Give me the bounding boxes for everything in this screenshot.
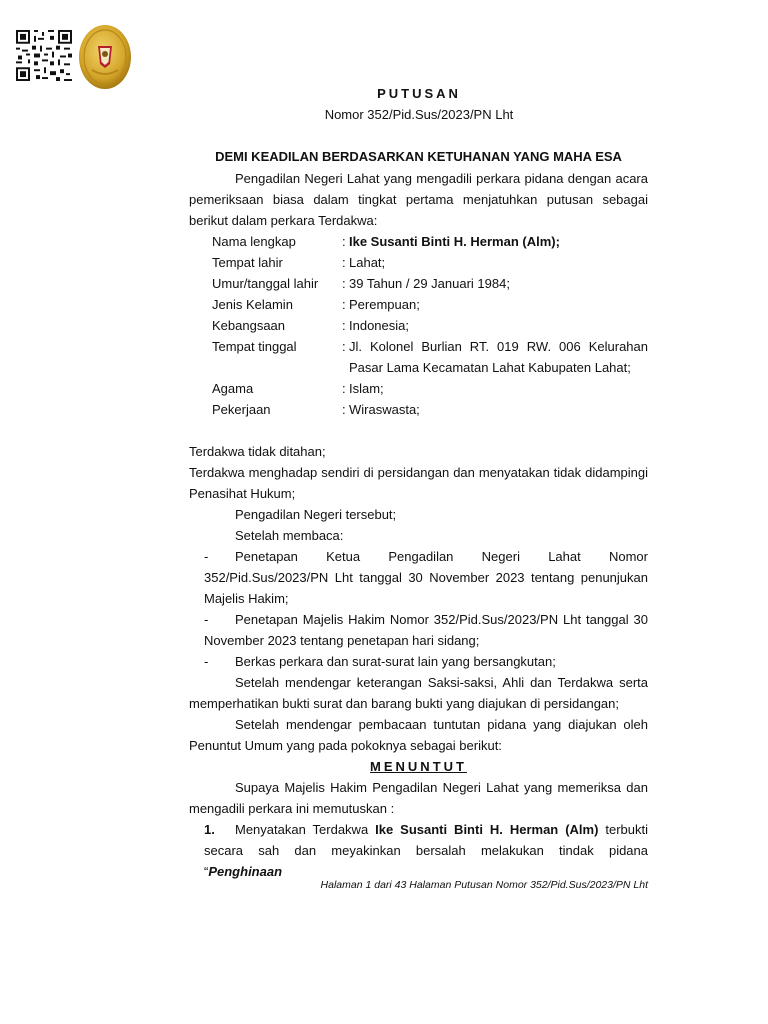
identity-label: Agama xyxy=(212,381,254,396)
identity-label: Nama lengkap xyxy=(212,234,296,249)
prosecution-paragraph: Setelah mendengar pembacaan tuntutan pidana yang diajukan oleh Penuntut Umum yang pada pokoknya sebagai berikut: xyxy=(189,717,648,753)
list-item-text: Penetapan Ketua Pengadilan Negeri Lahat Nomor xyxy=(235,549,648,564)
court-line: Pengadilan Negeri tersebut; xyxy=(235,507,397,522)
identity-value: Ike Susanti Binti H. Herman (Alm); xyxy=(349,234,560,249)
identity-row: Agama : Islam; xyxy=(189,378,648,399)
identity-label: Jenis Kelamin xyxy=(212,297,293,312)
identity-value: Lahat; xyxy=(349,255,386,270)
identity-value: 39 Tahun / 29 Januari 1984; xyxy=(349,276,510,291)
detention-status: Terdakwa tidak ditahan; xyxy=(189,444,326,459)
offense-name: Penghinaan xyxy=(208,864,283,879)
identity-value: Perempuan; xyxy=(349,297,420,312)
list-item: - Penetapan Majelis Hakim Nomor 352/Pid.Sus/2023/PN Lht tanggal 30 November 2023 tentang penetapan hari sidang; xyxy=(204,612,648,648)
irah-irah-heading: DEMI KEADILAN BERDASARKAN KETUHANAN YANG MAHA ESA xyxy=(215,149,622,164)
identity-value: Indonesia; xyxy=(349,318,409,333)
list-item-text: Berkas perkara dan surat-surat lain yang bersangkutan; xyxy=(235,654,556,669)
menuntut-heading: MENUNTUT xyxy=(370,759,467,774)
identity-row: Kebangsaan : Indonesia; xyxy=(189,315,648,336)
demand-item-1: 1. Menyatakan Terdakwa Ike Susanti Binti H. Herman (Alm) terbukti secara sah dan meyakinkan bersalah melakukan tindak pidana “Penghinaan xyxy=(204,822,648,879)
identity-row: Nama lengkap : Ike Susanti Binti H. Herman (Alm); xyxy=(189,231,648,252)
defendant-name: Ike Susanti Binti H. Herman (Alm) xyxy=(375,822,599,837)
identity-label: Kebangsaan xyxy=(212,318,286,333)
document-title: PUTUSAN xyxy=(377,86,461,101)
list-item: - Berkas perkara dan surat-surat lain yang bersangkutan; xyxy=(204,654,556,669)
page-footer: Halaman 1 dari 43 Halaman Putusan Nomor 352/Pid.Sus/2023/PN Lht xyxy=(320,879,648,891)
identity-label: Pekerjaan xyxy=(212,402,271,417)
list-item-text: Penetapan Majelis Hakim Nomor 352/Pid.Sus/2023/PN Lht tanggal 30 November 2023 tentang penetapan hari sidang; xyxy=(204,612,648,648)
qr-code-icon xyxy=(16,30,72,81)
identity-row: Umur/tanggal lahir : 39 Tahun / 29 Januari 1984; xyxy=(189,273,648,294)
supreme-court-seal-icon xyxy=(78,24,132,90)
identity-row: Jenis Kelamin : Perempuan; xyxy=(189,294,648,315)
identity-value: Jl. Kolonel Burlian RT. 019 RW. 006 Kelurahan Pasar Lama Kecamatan Lahat Kabupaten Lahat; xyxy=(349,339,648,375)
defendant-identity xyxy=(189,231,648,420)
witness-paragraph: Setelah mendengar keterangan Saksi-saksi, Ahli dan Terdakwa serta memperhatikan bukti surat dan barang bukti yang diajukan di persidangan; xyxy=(189,675,648,711)
identity-row: Tempat tinggal : Jl. Kolonel Burlian RT. 019 RW. 006 Kelurahan Pasar Lama Kecamatan Lahat Kabupaten Lahat; xyxy=(189,336,648,378)
identity-value: Wiraswasta; xyxy=(349,402,420,417)
list-item: - Penetapan Ketua Pengadilan Negeri Lahat Nomor xyxy=(189,546,648,567)
case-number: Nomor 352/Pid.Sus/2023/PN Lht xyxy=(324,107,514,122)
having-read-line: Setelah membaca: xyxy=(235,528,344,543)
identity-label: Umur/tanggal lahir xyxy=(212,276,319,291)
appearance-statement: Terdakwa menghadap sendiri di persidangan dan menyatakan tidak didampingi Penasihat Hukum; xyxy=(189,465,648,501)
document-body xyxy=(189,168,648,882)
request-paragraph: Supaya Majelis Hakim Pengadilan Negeri Lahat yang memeriksa dan mengadili perkara ini memutuskan : xyxy=(189,780,648,816)
identity-row: Tempat lahir : Lahat; xyxy=(189,252,648,273)
intro-paragraph: Pengadilan Negeri Lahat yang mengadili perkara pidana dengan acara pemeriksaan biasa dalam tingkat pertama menjatuhkan putusan sebagai berikut dalam perkara Terdakwa: xyxy=(189,171,648,228)
identity-row: Pekerjaan : Wiraswasta; xyxy=(189,399,648,420)
identity-label: Tempat tinggal xyxy=(212,339,297,354)
list-item-continuation: 352/Pid.Sus/2023/PN Lht tanggal 30 November 2023 tentang penunjukan Majelis Hakim; xyxy=(204,570,648,606)
identity-label: Tempat lahir xyxy=(212,255,283,270)
identity-value: Islam; xyxy=(349,381,384,396)
